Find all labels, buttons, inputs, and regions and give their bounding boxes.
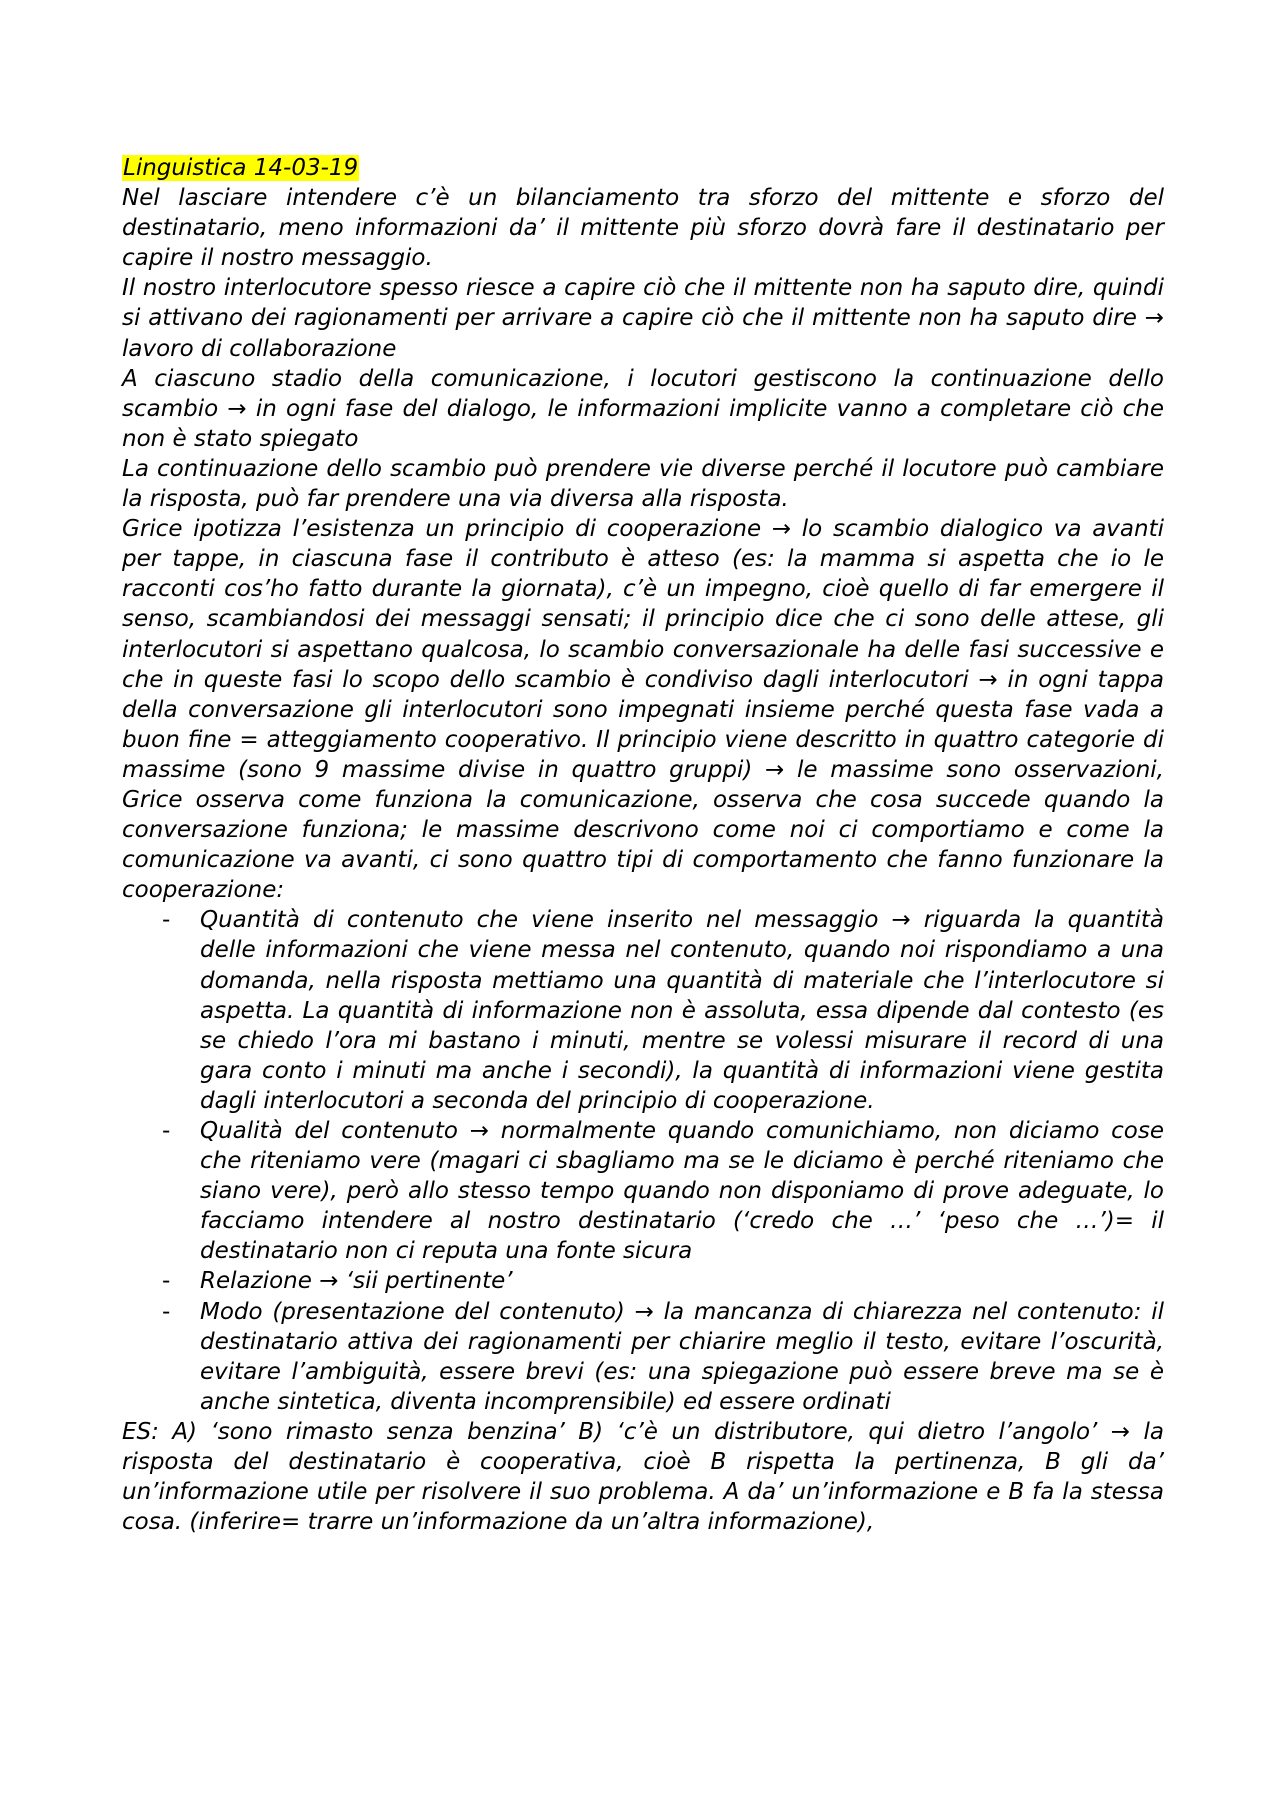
- maxims-list: [122, 905, 1164, 1417]
- paragraph: Nel lasciare intendere c’è un bilanciamento tra sforzo del mittente e sforzo del destinatario, meno informazioni da’ il mittente più sforzo dovrà fare il destinatario per capire il nostro messaggio.: [122, 185, 1164, 272]
- bullet-marker: -: [162, 1268, 171, 1295]
- example-paragraph: ES: A) ‘sono rimasto senza benzina’ B) ‘c’è un distributore, qui dietro l’angolo’ → la risposta del destinatario è cooperativa, cioè B rispetta la pertinenza, B gli da’ un’informazione utile per risolvere il suo problema. A da’ un’informazione e B fa la stessa cosa. (inferire= trarre un’informazione da un’altra informazione),: [122, 1418, 1164, 1536]
- bullet-marker: -: [162, 1118, 171, 1144]
- paragraph: La continuazione dello scambio può prendere vie diverse perché il locutore può cambiare la risposta, può far prendere una via diversa alla risposta.: [122, 455, 1164, 513]
- document-body: [122, 153, 1164, 1537]
- title-line: [122, 153, 1164, 183]
- list-item-manner: [162, 1297, 1164, 1417]
- list-item-quality: [162, 1116, 1164, 1266]
- paragraph: Grice ipotizza l’esistenza un principio di cooperazione → lo scambio dialogico va avanti per tappe, in ciascuna fase il contributo è atteso (es: la mamma si aspetta che io le racconti cos’ho fatto durante la giornata), c’è un impegno, cioè quello di far emergere il senso, scambiandosi dei messaggi sensati; il principio dice che ci sono delle attese, gli interlocutori si aspettano qualcosa, lo scambio conversazionale ha delle fasi successive e che in queste fasi lo scopo dello scambio è condiviso dagli interlocutori → in ogni tappa della conversazione gli interlocutori sono impegnati insieme perché questa fase vada a buon fine = atteggiamento cooperativo. Il principio viene descritto in quattro categorie di massime (sono 9 massime divise in quattro gruppi) → le massime sono osservazioni, Grice osserva come funziona la comunicazione, osserva che cosa succede quando la conversazione funziona; le massime descrivono come noi ci comportiamo e come la comunicazione va avanti, ci sono quattro tipi di comportamento che fanno funzionare la cooperazione:: [122, 516, 1164, 904]
- document-title: Linguistica 14-03-19: [123, 155, 359, 181]
- list-item-text: Relazione → ‘sii pertinente’: [200, 1268, 513, 1295]
- bullet-marker: -: [162, 907, 171, 934]
- list-item-text: Quantità di contenuto che viene inserito nel messaggio → riguarda la quantità delle informazioni che viene messa nel contenuto, quando noi rispondiamo a una domanda, nella risposta mettiamo una quantità di materiale che l’interlocutore si aspetta. La quantità di informazione non è assoluta, essa dipende dal contesto (es se chiedo l’ora mi bastano i minuti, mentre se volessi misurare il record di una gara conto i minuti ma anche i secondi), la quantità di informazioni viene gestita dagli interlocutori a seconda del principio di cooperazione.: [200, 907, 1164, 1114]
- list-item-text: Modo (presentazione del contenuto) → la mancanza di chiarezza nel contenuto: il destinatario attiva dei ragionamenti per chiarire meglio il testo, evitare l’oscurità, evitare l’ambiguità, essere brevi (es: una spiegazione può essere breve ma se è anche sintetica, diventa incomprensibile) ed essere ordinati: [200, 1298, 1164, 1415]
- bullet-marker: -: [162, 1298, 171, 1325]
- list-item-relation: [162, 1266, 1164, 1296]
- list-item-quantity: [162, 905, 1164, 1116]
- paragraph: Il nostro interlocutore spesso riesce a capire ciò che il mittente non ha saputo dire, quindi si attivano dei ragionamenti per arrivare a capire ciò che il mittente non ha saputo dire → lavoro di collaborazione: [122, 275, 1164, 362]
- paragraph: A ciascuno stadio della comunicazione, i locutori gestiscono la continuazione dello scambio → in ogni fase del dialogo, le informazioni implicite vanno a completare ciò che non è stato spiegato: [122, 365, 1164, 452]
- list-item-text: Qualità del contenuto → normalmente quando comunichiamo, non diciamo cose che riteniamo vere (magari ci sbagliamo ma se le diciamo è perché riteniamo che siano vere), però allo stesso tempo quando non disponiamo di prove adeguate, lo facciamo intendere al nostro destinatario (‘credo che …’ ‘peso che …’)= il destinatario non ci reputa una fonte sicura: [200, 1118, 1164, 1265]
